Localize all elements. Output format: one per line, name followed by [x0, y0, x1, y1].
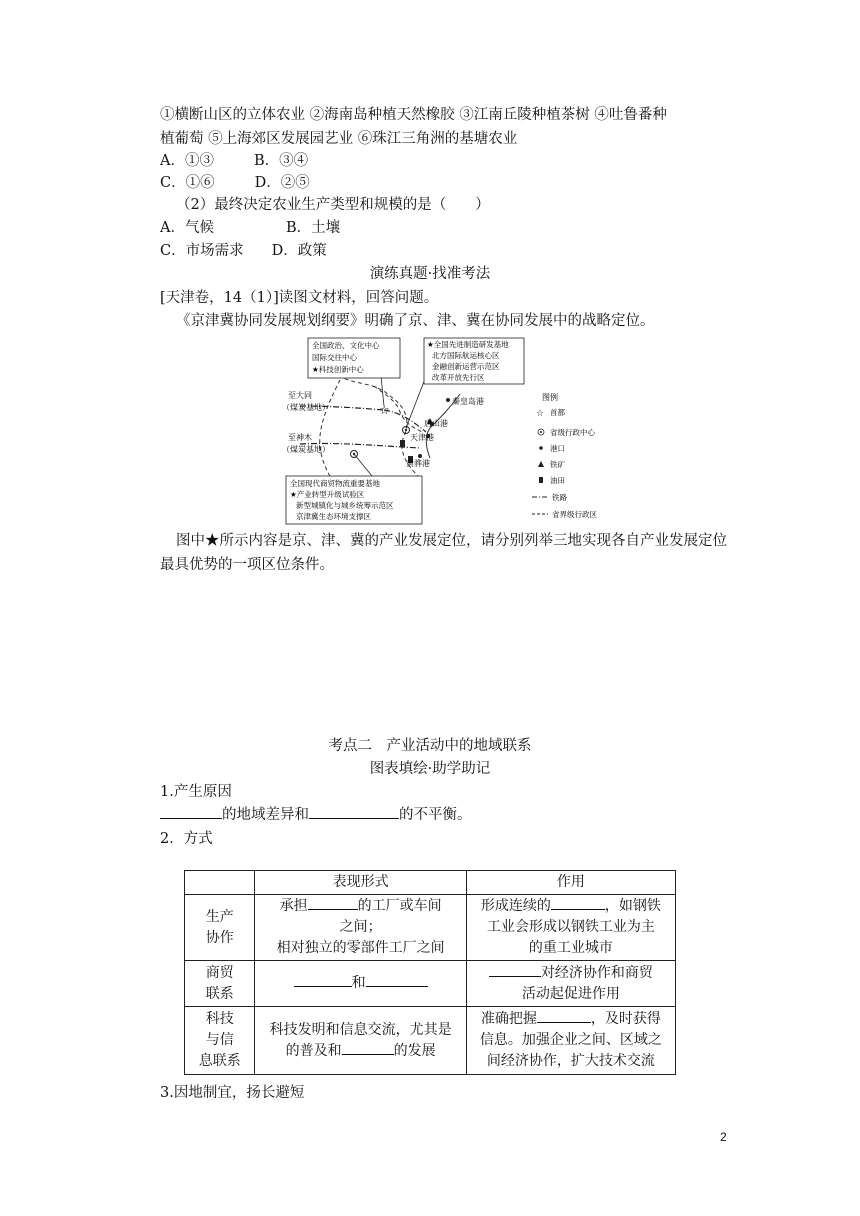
hebei-box-line3: 新型城镇化与城乡统筹示范区	[296, 501, 394, 510]
port-huanghua-icon	[418, 454, 422, 458]
beijing-box-line1: 全国政治、文化中心	[312, 341, 380, 350]
fill-blank[interactable]	[309, 804, 399, 819]
tianjin-box-line4: 改革开放先行区	[432, 373, 485, 382]
question-line2: 最具优势的一项区位条件。	[160, 557, 334, 573]
legend-port-icon	[539, 446, 543, 450]
legend-port: 港口	[550, 444, 565, 453]
choice-c: C．①⑥	[160, 175, 215, 191]
fill-blank[interactable]	[294, 973, 352, 987]
row-role: 对经济协作和商贸 活动起促进作用	[466, 961, 675, 1007]
fill-blank[interactable]	[308, 896, 358, 910]
legend-capital: 首都	[550, 408, 565, 417]
legend-title: 图例	[542, 393, 558, 402]
fill-blank[interactable]	[489, 963, 541, 977]
choice-b: B．③④	[253, 153, 309, 169]
port-tianjin-label: 天津港	[410, 433, 434, 442]
to-shenmu-label: 至神木	[288, 433, 312, 442]
legend-center: 省级行政中心	[550, 428, 595, 437]
page-number: 2	[720, 1130, 727, 1144]
linkage-table	[184, 870, 676, 1075]
q2-choices-row2	[160, 240, 327, 262]
port-huanghua-label: 黄骅港	[406, 459, 430, 468]
port-qinhuangdao-icon	[446, 398, 450, 402]
hebei-box-line4: 京津冀生态环境支撑区	[296, 512, 371, 521]
fill-blank[interactable]	[551, 896, 605, 910]
q2-choices-row1	[160, 217, 340, 239]
tianjin-center-dot	[405, 429, 407, 431]
legend-railway: 铁路	[552, 493, 567, 502]
question-line1: 图中★所示内容是京、津、冀的产业发展定位，请分别列举三地实现各自产业发展定位	[176, 533, 727, 549]
item1-end: 的不平衡。	[399, 807, 472, 823]
choice-b: B．土壤	[285, 220, 341, 236]
item1-fill-line	[160, 804, 472, 826]
legend-boundary: 省界级行政区	[552, 510, 597, 519]
section2-subtitle: 图表填绘·助学助记	[369, 761, 491, 777]
choice-a: A．气候	[160, 220, 214, 236]
q1-choices-row2	[160, 172, 310, 194]
row-role: 准确把握 ，及时获得 信息。加强企业之间、区域之 间经济协作，扩大技术交流	[466, 1007, 675, 1075]
table-header-row	[185, 871, 676, 895]
beijing-box-line2: 国际交往中心	[312, 353, 357, 362]
port-qinhuangdao-label: 秦皇岛港	[452, 397, 484, 406]
to-datong-sub: （煤炭基地）	[282, 403, 330, 412]
header-role: 作用	[466, 871, 675, 895]
tianjin-box-line2: 北方国际航运核心区	[432, 351, 500, 360]
header-blank	[185, 871, 255, 895]
capital-star-icon: ☆	[379, 403, 390, 417]
row-name: 商贸 联系	[185, 961, 255, 1007]
fill-blank[interactable]	[160, 804, 222, 819]
section-heading-real: 演练真题·找准考法	[369, 266, 491, 282]
item1-mid: 的地域差异和	[222, 807, 309, 823]
choice-c: C．市场需求	[160, 243, 244, 259]
row-form: 和	[255, 961, 466, 1007]
hebei-box-line2: ★产业转型升级试验区	[290, 490, 365, 499]
item2-heading: 2．方式	[160, 831, 213, 847]
choice-d: D．政策	[271, 243, 327, 259]
jingjinji-map	[280, 336, 620, 526]
shijiazhuang-center-dot	[353, 453, 355, 455]
source-line: [天津卷，14（1）]读图文材料，回答问题。	[160, 290, 439, 306]
item1-heading: 1.产生原因	[160, 784, 232, 800]
row-name: 科技 与信 息联系	[185, 1007, 255, 1075]
item3-heading: 3.因地制宜，扬长避短	[160, 1085, 305, 1101]
legend-oil-icon	[539, 477, 543, 483]
header-form: 表现形式	[255, 871, 466, 895]
fill-blank[interactable]	[366, 973, 428, 987]
beijing-box-line3: ★科技创新中心	[312, 365, 364, 374]
choice-d: D．②⑤	[254, 175, 310, 191]
row-name: 生产 协作	[185, 895, 255, 961]
to-shenmu-sub: （煤炭基地）	[282, 445, 330, 454]
row-role: 形成连续的 ，如钢铁 工业会形成以钢铁工业为主 的重工业城市	[466, 895, 675, 961]
table-row	[185, 961, 676, 1007]
tianjin-box-line1: ★全国先进制造研发基地	[427, 340, 509, 349]
choice-a: A．①③	[160, 153, 214, 169]
leader-hebei	[354, 454, 372, 476]
section2-title: 考点二 产业活动中的地域联系	[328, 738, 532, 754]
legend-iron-icon	[538, 461, 544, 467]
legend-center-dot	[540, 431, 542, 433]
fill-blank[interactable]	[342, 1041, 394, 1055]
oilfield-icon	[400, 440, 405, 447]
to-datong-label: 至大同	[288, 391, 312, 400]
table-row	[185, 1007, 676, 1075]
tianjin-box-line3: 金融创新运营示范区	[432, 362, 500, 371]
legend-oil: 油田	[550, 476, 565, 485]
port-tangshan-label: 唐山港	[424, 419, 448, 428]
q1-choices-row1	[160, 150, 308, 172]
q1-options-line1: ①横断山区的立体农业 ②海南岛种植天然橡胶 ③江南丘陵种植茶树 ④吐鲁番种	[160, 107, 667, 123]
row-form: 科技发明和信息交流，尤其是 的普及和 的发展	[255, 1007, 466, 1075]
legend-capital-icon: ☆	[536, 409, 545, 419]
map-svg	[280, 336, 620, 526]
row-form: 承担 的工厂或车间 之间； 相对独立的零部件工厂之间	[255, 895, 466, 961]
fill-blank[interactable]	[537, 1009, 591, 1023]
material-line: 《京津冀协同发展规划纲要》明确了京、津、冀在协同发展中的战略定位。	[176, 313, 655, 329]
hebei-box-line1: 全国现代商贸物流重要基地	[290, 479, 380, 488]
legend-iron: 铁矿	[550, 460, 565, 469]
table-row	[185, 895, 676, 961]
q1-options-line2: 植葡萄 ⑤上海郊区发展园艺业 ⑥珠江三角洲的基塘农业	[160, 131, 518, 147]
q2-text: （2）最终决定农业生产类型和规模的是（ ）	[176, 197, 490, 213]
